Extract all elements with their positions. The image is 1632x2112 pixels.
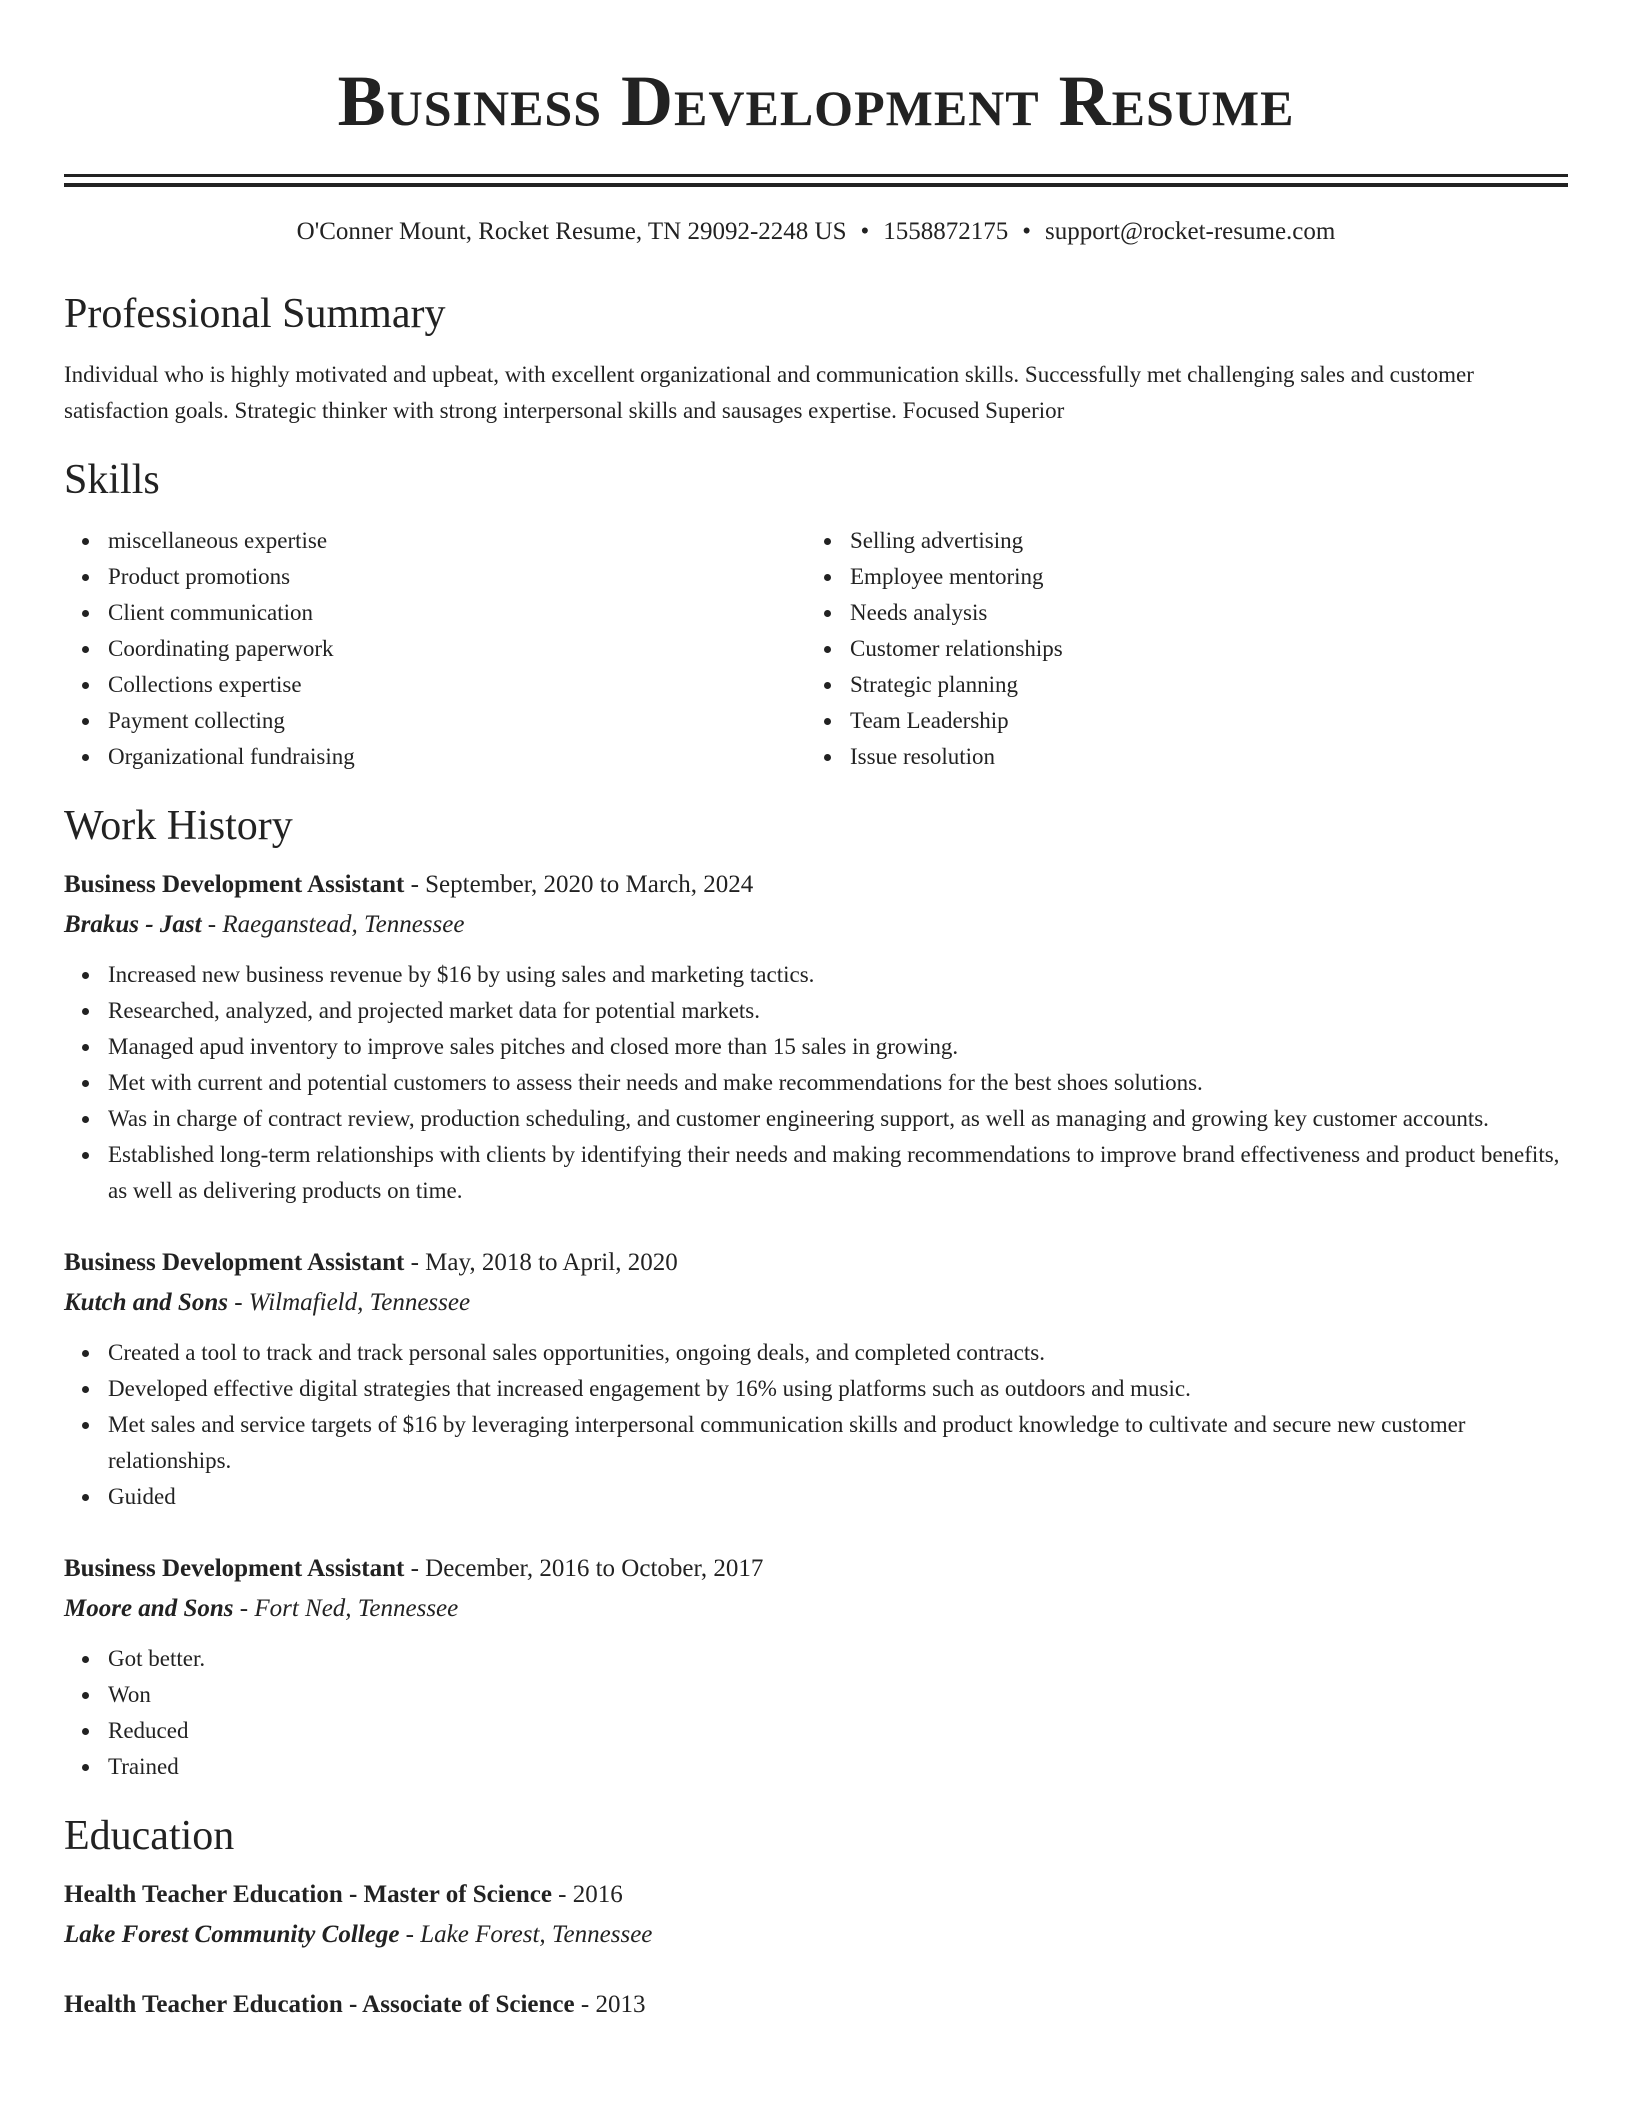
job-entry [64, 1549, 1568, 1785]
education-entry [64, 1875, 1568, 1955]
skill-item: Organizational fundraising [108, 739, 806, 775]
job-title-line [64, 1549, 1568, 1589]
job-title: Business Development Assistant [64, 1555, 405, 1582]
job-entry [64, 1243, 1568, 1515]
company-location: - Raeganstead, Tennessee [201, 911, 465, 938]
job-title: Business Development Assistant [64, 871, 405, 898]
skills-column-right [806, 523, 1548, 775]
job-title-line [64, 1243, 1568, 1283]
company-location: - Wilmafield, Tennessee [227, 1289, 471, 1316]
skills-grid [64, 523, 1568, 775]
job-dates: - May, 2018 to April, 2020 [404, 1249, 678, 1276]
resume-title: Business Development Resume [337, 61, 1295, 141]
degree-year: - 2016 [551, 1881, 623, 1908]
skills-heading: Skills [64, 457, 160, 503]
job-bullet: Created a tool to track and track personal sales opportunities, ongoing deals, and completed contracts. [108, 1335, 1568, 1371]
degree-line [64, 1985, 1568, 2025]
skill-item: Product promotions [108, 559, 806, 595]
job-bullet: Established long-term relationships with clients by identifying their needs and making recommendations to improve brand effectiveness and product benefits, as well as delivering products on time. [108, 1137, 1568, 1209]
skill-item: Collections expertise [108, 667, 806, 703]
skill-item: Needs analysis [850, 595, 1548, 631]
job-bullets [64, 957, 1568, 1209]
company-line [64, 1589, 1568, 1629]
skills-column-left [64, 523, 806, 775]
work-history-heading: Work History [64, 803, 293, 849]
job-bullet: Trained [108, 1749, 1568, 1785]
degree-year: - 2013 [574, 1991, 646, 2018]
job-dates: - September, 2020 to March, 2024 [404, 871, 754, 898]
company-name: Kutch and Sons [64, 1289, 228, 1316]
job-bullets [64, 1335, 1568, 1515]
contact-separator: • [1022, 218, 1032, 245]
skill-item: Coordinating paperwork [108, 631, 806, 667]
skill-item: Client communication [108, 595, 806, 631]
education-entry [64, 1985, 1568, 2025]
education-heading: Education [64, 1813, 235, 1859]
job-dates: - December, 2016 to October, 2017 [404, 1555, 764, 1582]
company-location: - Fort Ned, Tennessee [233, 1595, 459, 1622]
skill-item: Customer relationships [850, 631, 1548, 667]
job-title: Business Development Assistant [64, 1249, 405, 1276]
skill-item: Issue resolution [850, 739, 1548, 775]
contact-address: O'Conner Mount, Rocket Resume, TN 29092-2248 US [296, 218, 847, 245]
job-bullet: Researched, analyzed, and projected market data for potential markets. [108, 993, 1568, 1029]
skill-item: Selling advertising [850, 523, 1548, 559]
company-name: Moore and Sons [64, 1595, 234, 1622]
contact-line [64, 217, 1568, 247]
job-bullet: Guided [108, 1479, 1568, 1515]
job-bullet: Met sales and service targets of $16 by leveraging interpersonal communication skills and product knowledge to cultivate and secure new customer relationships. [108, 1407, 1568, 1479]
skill-item: Payment collecting [108, 703, 806, 739]
degree-name: Health Teacher Education - Associate of Science [64, 1991, 575, 2018]
title-divider [64, 174, 1568, 187]
skill-item: Team Leadership [850, 703, 1548, 739]
skill-item: miscellaneous expertise [108, 523, 806, 559]
job-bullets [64, 1641, 1568, 1785]
job-bullet: Met with current and potential customers to assess their needs and make recommendations for the best shoes solutions. [108, 1065, 1568, 1101]
company-name: Brakus - Jast [64, 911, 202, 938]
job-bullet: Was in charge of contract review, production scheduling, and customer engineering support, as well as managing and growing key customer accounts. [108, 1101, 1568, 1137]
school-name: Lake Forest Community College [64, 1921, 400, 1948]
degree-line [64, 1875, 1568, 1915]
job-bullet: Reduced [108, 1713, 1568, 1749]
job-title-line [64, 865, 1568, 905]
job-bullet: Won [108, 1677, 1568, 1713]
job-bullet: Increased new business revenue by $16 by using sales and marketing tactics. [108, 957, 1568, 993]
degree-name: Health Teacher Education - Master of Science [64, 1881, 552, 1908]
school-line [64, 1915, 1568, 1955]
company-line [64, 905, 1568, 945]
job-entry [64, 865, 1568, 1209]
job-bullet: Got better. [108, 1641, 1568, 1677]
contact-phone: 1558872175 [883, 218, 1009, 245]
job-bullet: Managed apud inventory to improve sales pitches and closed more than 15 sales in growing. [108, 1029, 1568, 1065]
contact-email: support@rocket-resume.com [1045, 218, 1336, 245]
contact-separator: • [860, 218, 870, 245]
job-bullet: Developed effective digital strategies that increased engagement by 16% using platforms such as outdoors and music. [108, 1371, 1568, 1407]
company-line [64, 1283, 1568, 1323]
skill-item: Employee mentoring [850, 559, 1548, 595]
summary-heading: Professional Summary [64, 291, 446, 337]
summary-text: Individual who is highly motivated and upbeat, with excellent organizational and communication skills. Successfully met challenging sales and customer satisfaction goals. Strategic thinker with strong interpersonal skills and sausages expertise. Focused Superior [64, 362, 1474, 423]
skill-item: Strategic planning [850, 667, 1548, 703]
school-location: - Lake Forest, Tennessee [399, 1921, 653, 1948]
